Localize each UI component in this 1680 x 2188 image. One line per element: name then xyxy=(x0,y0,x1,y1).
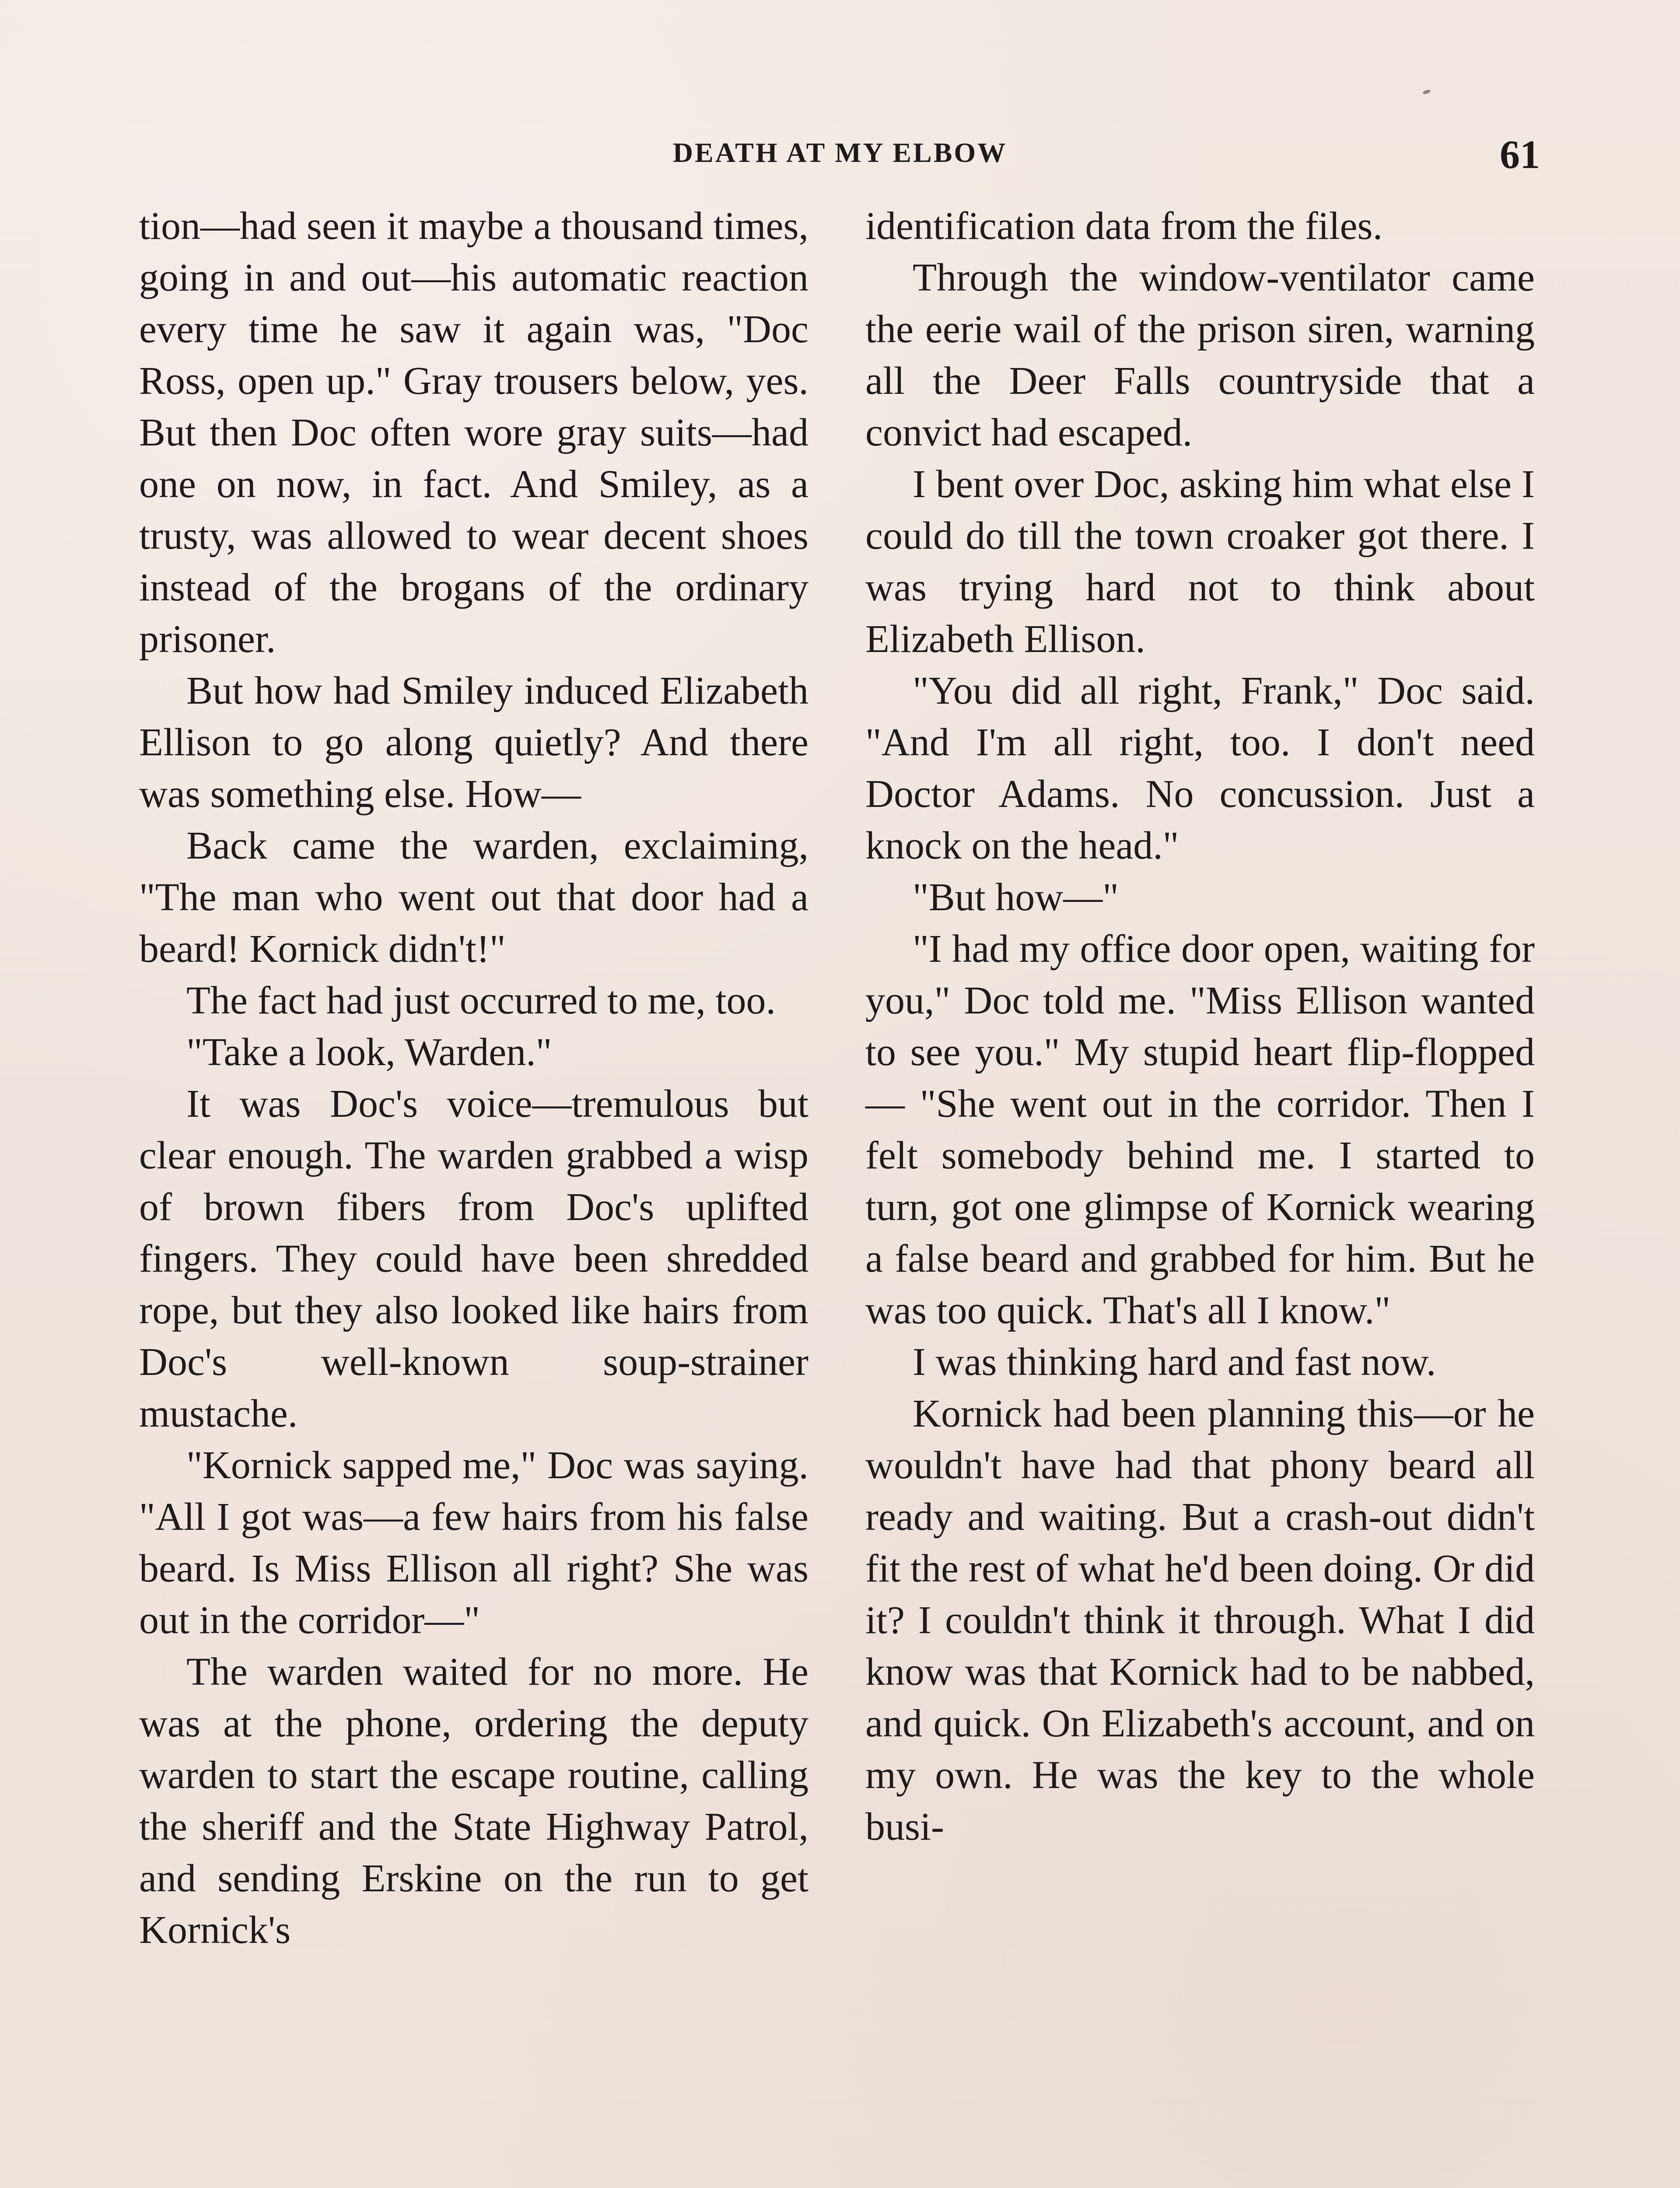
page-header xyxy=(140,131,1540,179)
right-paragraph-1: identification data from the files. xyxy=(865,204,1383,248)
left-paragraph-6: It was Doc's voice—tremulous but clear enough. The warden grabbed a wisp of brown fibers from Doc's uplifted fingers. They could have been shredded rope, but they also looked like hairs from Doc's well-known soup-strainer mustache. xyxy=(139,1082,808,1435)
left-paragraph-7: "Kornick sapped me," Doc was saying. "All I got was—a few hairs from his false beard. Is Miss Ellison all right? She was out in the corridor—" xyxy=(139,1444,808,1642)
right-paragraph-2: Through the window-ventilator came the eerie wail of the prison siren, warning all the Deer Falls countryside that a convict had escaped. xyxy=(865,256,1535,454)
left-column xyxy=(139,200,808,1956)
running-title: DEATH AT MY ELBOW xyxy=(672,137,1008,168)
left-paragraph-8: The warden waited for no more. He was at the phone, ordering the deputy warden to start the escape routine, calling the sheriff and the State Highway Patrol, and sending Erskine on the run to get Kornick's xyxy=(139,1650,808,1952)
page-number: 61 xyxy=(1500,132,1540,177)
left-paragraph-4: The fact had just occurred to me, too. xyxy=(186,979,776,1022)
right-paragraph-5: "But how—" xyxy=(913,876,1119,919)
left-paragraph-2: But how had Smiley induced Elizabeth Ellison to go along quietly? And there was something else. How— xyxy=(139,669,808,816)
left-paragraph-5: "Take a look, Warden." xyxy=(186,1031,552,1074)
left-paragraph-3: Back came the warden, exclaiming, "The man who went out that door had a beard! Kornick didn't!" xyxy=(139,824,808,971)
right-column xyxy=(865,200,1535,1853)
ink-speck xyxy=(1422,89,1431,95)
left-paragraph-1: tion—had seen it maybe a thousand times, going in and out—his automatic reaction every time he saw it again was, "Doc Ross, open up." Gray trousers below, yes. But then Doc often wore gray suits—had one on now, in fact. And Smiley, as a trusty, was allowed to wear decent shoes instead of the brogans of the ordinary prisoner. xyxy=(139,204,808,661)
right-paragraph-6: "I had my office door open, waiting for you," Doc told me. "Miss Ellison wanted to see you." My stupid heart flip-flopped— "She went out in the corridor. Then I felt somebody behind me. I started to turn, got one glimpse of Kornick wearing a false beard and grabbed for him. But he was too quick. That's all I know." xyxy=(865,927,1535,1332)
right-paragraph-8: Kornick had been planning this—or he wouldn't have had that phony beard all ready and waiting. But a crash-out didn't fit the rest of what he'd been doing. Or did it? I couldn't think it through. What I did know was that Kornick had to be nabbed, and quick. On Elizabeth's account, and on my own. He was the key to the whole busi- xyxy=(865,1392,1535,1848)
right-paragraph-3: I bent over Doc, asking him what else I could do till the town croaker got there. I was trying hard not to think about Elizabeth Ellison. xyxy=(865,463,1535,661)
right-paragraph-7: I was thinking hard and fast now. xyxy=(913,1340,1436,1384)
text-columns xyxy=(139,200,1542,2188)
right-paragraph-4: "You did all right, Frank," Doc said. "And I'm all right, too. I don't need Doctor Adams. No concussion. Just a knock on the head." xyxy=(865,669,1535,867)
